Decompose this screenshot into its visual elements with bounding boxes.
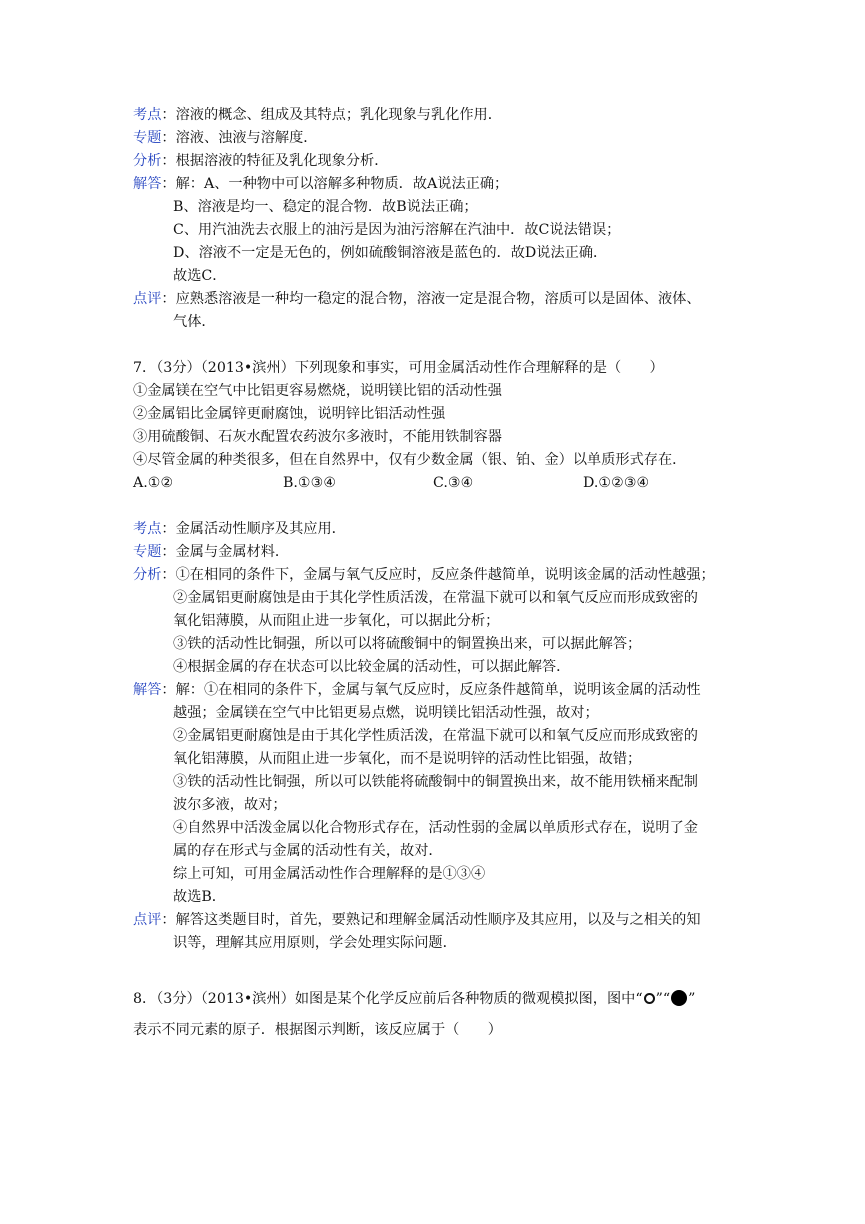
q7-item: ②金属铝比金属锌更耐腐蚀，说明锌比铝活动性强 [133, 406, 446, 422]
jieda-line: 故选B． [173, 889, 226, 905]
fenxi-line: ③铁的活动性比铜强，所以可以将硫酸铜中的铜置换出来，可以据此解答； [173, 636, 642, 652]
jieda-line: C、用汽油洗去衣服上的油污是因为油污溶解在汽油中．故C说法错误； [173, 222, 621, 238]
kaodian-label: 考点 [133, 521, 162, 537]
q6-jieda [133, 173, 508, 196]
dianping-line: ：解答这类题目时，首先，要熟记和理解金属活动性顺序及其应用，以及与之相关的知 [161, 912, 701, 928]
jieda-line: 属的存在形式与金属的活动性有关，故对． [173, 843, 443, 859]
q8-quote-close: ” [688, 991, 696, 1007]
q8-stem-line-2: 表示不同元素的原子．根据图示判断，该反应属于（ ） [133, 1022, 502, 1038]
q7-kaodian [133, 518, 346, 541]
q8-stem-text: 8．（3分）（2013•滨州）如图是某个化学反应前后各种物质的微观模拟图，图中“ [133, 991, 643, 1007]
q7-option-c: C.③④ [433, 475, 474, 491]
zhuanti-text: ：溶液、浊液与溶解度． [161, 130, 318, 146]
jieda-line: ：解：①在相同的条件下，金属与氧气反应时，反应条件越简单，说明该金属的活动性 [161, 682, 701, 698]
zhuanti-label: 专题 [133, 130, 162, 146]
dianping-line: 识等，理解其应用原则，学会处理实际问题． [173, 935, 457, 951]
q6-fenxi [133, 150, 388, 173]
zhuanti-text: ：金属与金属材料． [161, 544, 290, 560]
jieda-line: 故选C． [173, 268, 227, 284]
kaodian-label: 考点 [133, 107, 162, 123]
fenxi-label: 分析 [133, 567, 162, 583]
q7-stem: 7．（3分）（2013•滨州）下列现象和事实，可用金属活动性作合理解释的是（ ） [133, 360, 664, 376]
dianping-line: ：应熟悉溶液是一种均一稳定的混合物，溶液一定是混合物，溶质可以是固体、液体、 [161, 291, 701, 307]
fenxi-line: 氧化铝薄膜，从而阻止进一步氧化，可以据此分析； [173, 613, 500, 629]
jieda-line: 波尔多液，故对； [173, 797, 287, 813]
q7-option-d: D.①②③④ [583, 475, 650, 491]
jieda-line: B、溶液是均一、稳定的混合物．故B说法正确； [173, 199, 478, 215]
q6-zhuanti [133, 127, 317, 150]
zhuanti-label: 专题 [133, 544, 162, 560]
jieda-line: ②金属铝更耐腐蚀是由于其化学性质活泼，在常温下就可以和氧气反应而形成致密的 [173, 728, 698, 744]
q7-dianping [133, 909, 701, 932]
jieda-line: ④自然界中活泼金属以化合物形式存在，活动性弱的金属以单质形式存在，说明了金 [173, 820, 698, 836]
q8-stem-line-1 [133, 988, 695, 1011]
q6-kaodian [133, 104, 502, 127]
dianping-label: 点评 [133, 912, 162, 928]
filled-circle-atom-icon [671, 990, 687, 1006]
jieda-label: 解答 [133, 176, 162, 192]
q7-item: ④尽管金属的种类很多，但在自然界中，仅有少数金属（银、铂、金）以单质形式存在． [133, 452, 687, 468]
jieda-label: 解答 [133, 682, 162, 698]
q8-quote-separator: ”“ [655, 991, 671, 1007]
q7-item: ③用硫酸铜、石灰水配置农药波尔多液时，不能用铁制容器 [133, 429, 502, 445]
kaodian-text: ：金属活动性顺序及其应用． [161, 521, 346, 537]
q7-option-b: B.①③④ [283, 475, 337, 491]
jieda-line: D、溶液不一定是无色的，例如硫酸铜溶液是蓝色的．故D说法正确． [173, 245, 608, 261]
jieda-line: 氧化铝薄膜，从而阻止进一步氧化，而不是说明锌的活动性比铝强，故错； [173, 751, 642, 767]
q7-item: ①金属镁在空气中比铝更容易燃烧，说明镁比铝的活动性强 [133, 383, 502, 399]
q7-fenxi [133, 564, 715, 587]
q7-zhuanti [133, 541, 289, 564]
jieda-line: 越强；金属镁在空气中比铝更易点燃，说明镁比铝活动性强，故对； [173, 705, 599, 721]
q7-option-a: A.①② [133, 475, 174, 491]
kaodian-text: ：溶液的概念、组成及其特点；乳化现象与乳化作用． [161, 107, 502, 123]
jieda-line: ：解：A、一种物中可以溶解多种物质．故A说法正确； [161, 176, 509, 192]
dianping-label: 点评 [133, 291, 162, 307]
open-circle-atom-icon [644, 993, 655, 1004]
q7-jieda [133, 679, 701, 702]
fenxi-line: ：①在相同的条件下，金属与氧气反应时，反应条件越简单，说明该金属的活动性越强； [161, 567, 715, 583]
fenxi-line: ④根据金属的存在状态可以比较金属的活动性，可以据此解答． [173, 659, 571, 675]
fenxi-line: ②金属铝更耐腐蚀是由于其化学性质活泼，在常温下就可以和氧气反应而形成致密的 [173, 590, 698, 606]
jieda-line: ③铁的活动性比铜强，所以可以铁能将硫酸铜中的铜置换出来，故不能用铁桶来配制 [173, 774, 698, 790]
jieda-line: 综上可知，可用金属活动性作合理解释的是①③④ [173, 866, 486, 882]
fenxi-text: ：根据溶液的特征及乳化现象分析． [161, 153, 389, 169]
dianping-line: 气体． [173, 314, 216, 330]
q6-dianping [133, 288, 701, 311]
fenxi-label: 分析 [133, 153, 162, 169]
